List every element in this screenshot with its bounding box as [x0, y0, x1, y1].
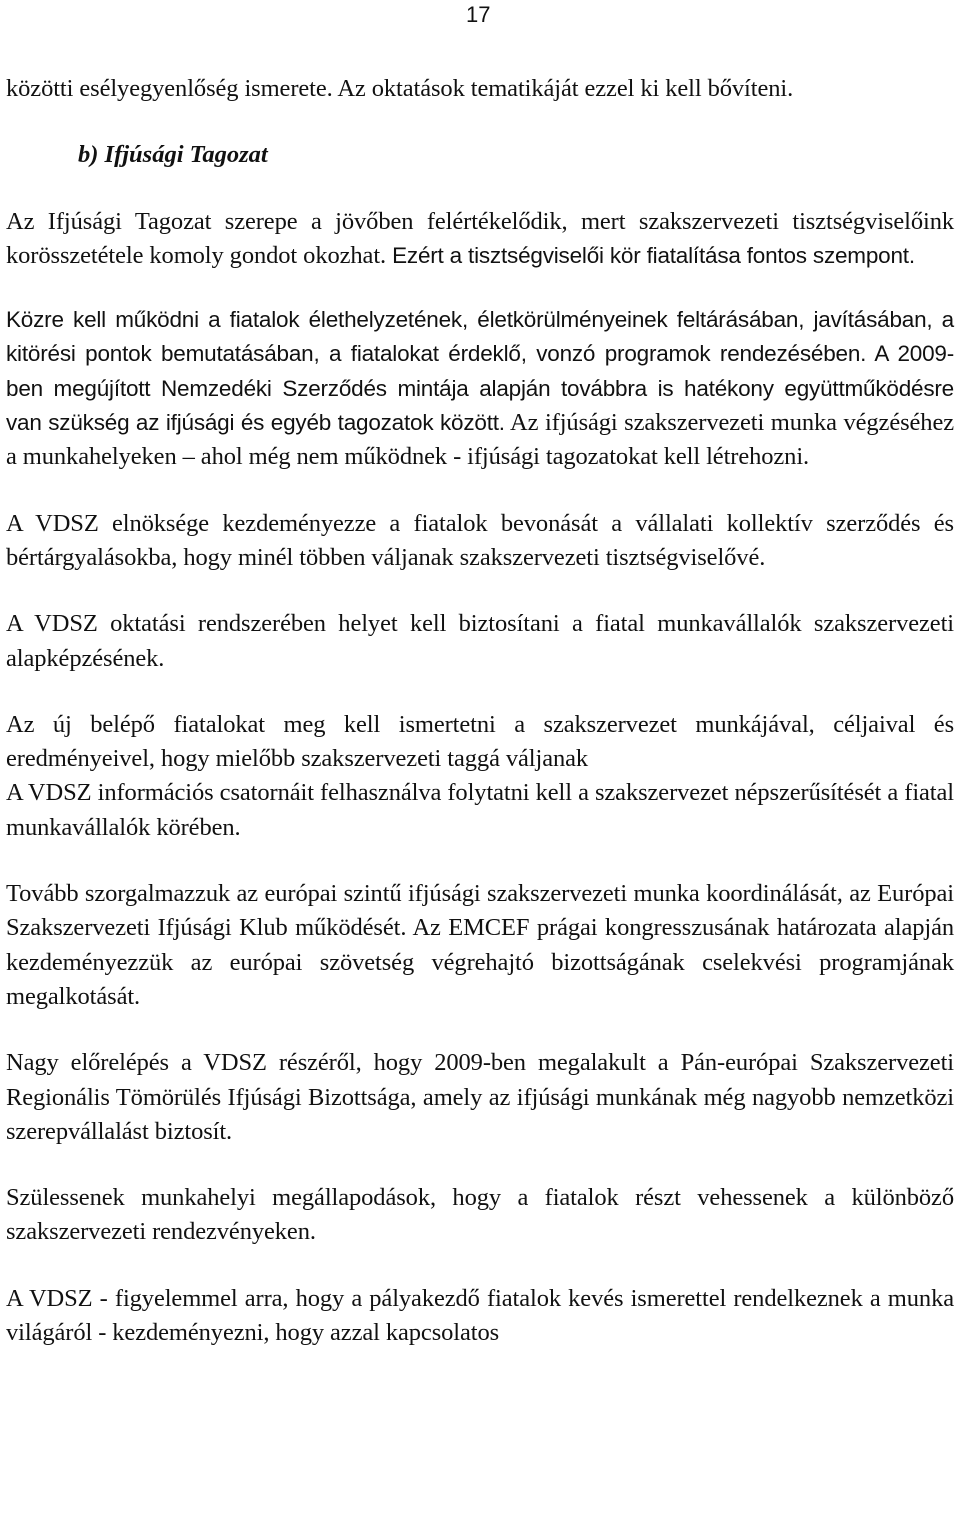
paragraph-new-members-line2: A VDSZ információs csatornáit felhasználva folytatni kell a szakszervezet népszerűsítését a fiatal munkavállalók körében. — [6, 779, 954, 841]
paragraph-cooperation — [6, 303, 954, 474]
document-body — [6, 72, 954, 1350]
paragraph-youth-role — [6, 205, 954, 274]
paragraph-intro: közötti esélyegyenlőség ismerete. Az oktatások tematikáját ezzel ki kell bővíteni. — [6, 75, 794, 102]
paragraph-youth-role-sans: Ezért a tisztségviselői kör fiatalítása fontos szempont. — [386, 242, 915, 268]
paragraph-training: A VDSZ oktatási rendszerében helyet kell biztosítani a fiatal munkavállalók szakszervezeti alapképzésének. — [6, 610, 954, 672]
paragraph-youth-role-text: Az Ifjúsági Tagozat szerepe a jövőben felértékelődik, mert szakszervezeti tisztségviselőink korösszetétele komoly gondot okozhat. — [6, 207, 954, 269]
paragraph-agreements: Szülessenek munkahelyi megállapodások, hogy a fiatalok részt vehessenek a különböző szakszervezeti rendezvényeken. — [6, 1184, 954, 1246]
section-heading: b) Ifjúsági Tagozat — [78, 141, 268, 169]
paragraph-presidency: A VDSZ elnöksége kezdeményezze a fiatalok bevonását a vállalati kollektív szerződés és bértárgyalásokba, hogy minél többen váljanak szakszervezeti tisztségviselővé. — [6, 509, 954, 571]
paragraph-cooperation-text: Az ifjúsági szakszervezeti munka végzéséhez a munkahelyeken – ahol még nem működnek - ifjúsági tagozatokat kell létrehozni. — [6, 409, 954, 471]
paragraph-new-members — [6, 708, 954, 845]
paragraph-cooperation-sans: Közre kell működni a fiatalok élethelyzetének, életkörülményeinek feltárásában, javításában, a kitörési pontok bemutatásában, a fiatalokat érdeklő, vonzó programok rendezésében. A 2009-ben megújított Nemzedéki Szerződés mintája alapján továbbra is hatékony együttműködésre van szükség az ifjúsági és egyéb tagozatok között. — [6, 307, 954, 436]
paragraph-progress: Nagy előrelépés a VDSZ részéről, hogy 2009-ben megalakult a Pán-európai Szakszervezeti Regionális Tömörülés Ifjúsági Bizottsága, amely az ifjúsági munkának még nagyobb nemzetközi szerepvállalást biztosít. — [6, 1049, 954, 1145]
paragraph-new-members-line1: Az új belépő fiatalokat meg kell ismertetni a szakszervezet munkájával, céljaival és eredményeivel, hogy mielőbb szakszervezeti taggá váljanak — [6, 710, 954, 773]
paragraph-newcomers: A VDSZ - figyelemmel arra, hogy a pályakezdő fiatalok kevés ismerettel rendelkeznek a munka világáról - kezdeményezni, hogy azzal kapcsolatos — [6, 1284, 954, 1347]
paragraph-european: Tovább szorgalmazzuk az európai szintű ifjúsági szakszervezeti munka koordinálását, az Európai Szakszervezeti Ifjúsági Klub működését. Az EMCEF prágai kongresszusának határozata alapján kezdeményezzük az európai szövetség végrehajtó bizottságának cselekvési programjának megalkotását. — [6, 880, 954, 1010]
page-number: 17 — [466, 2, 491, 27]
